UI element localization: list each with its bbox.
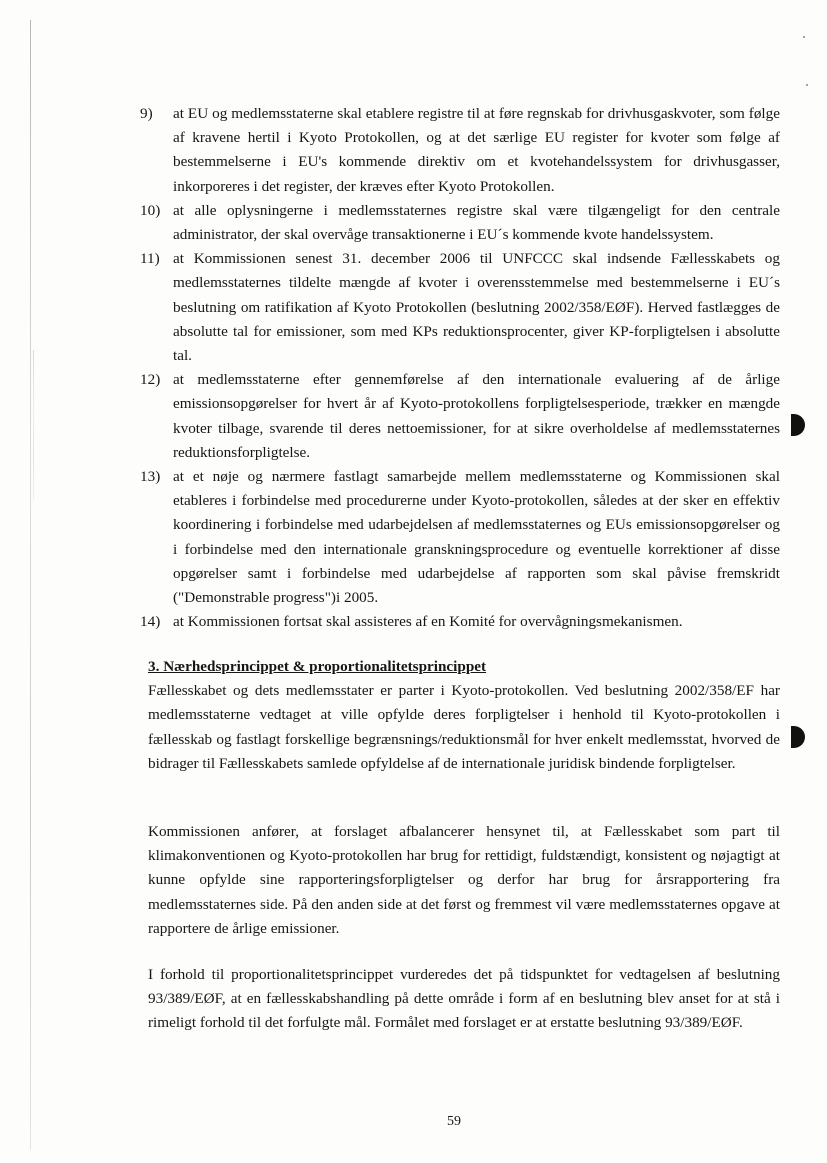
list-item-text: at et nøje og nærmere fastlagt samarbejde mellem medlemsstaterne og Kommissionen skal etableres i forbindelse med procedurerne under Kyoto-protokollen, således at der sker en effektiv koordinering i forbindelse med udarbejdelsen af medlemsstaternes og EUs emissionsopgørelser og i forbindelse med den internationale granskningsprocedure og eventuelle korrektioner af disse opgørelser samt i forbindelse med udarbejdelse af rapporten som skal påvise fremskridt ("Demonstrable progress")i 2005. <box>173 468 780 607</box>
list-item <box>140 610 780 634</box>
scan-speck <box>806 84 808 86</box>
list-item <box>140 199 780 247</box>
list-item-text: at EU og medlemsstaterne skal etablere registre til at føre regnskab for drivhusgaskvoter, som følge af kravene hertil i Kyoto Protokollen, og at det særlige EU register for kvoter som følge af bestemmelserne i EU's kommende direktiv om et kvotehandelssystem for drivhusgasser, inkorporeres i det register, der kræves efter Kyoto Protokollen. <box>173 105 780 195</box>
list-item-number: 11) <box>140 250 160 268</box>
paragraph: I forhold til proportionalitetsprincippet vurderedes det på tidspunktet for vedtagelsen af beslutning 93/389/EØF, at en fællesskabshandling på dette område i form af en beslutning blev anset for at stå i rimeligt forhold til det forfulgte mål. Formålet med forslaget er at erstatte beslutning 93/389/EØF. <box>148 966 780 1032</box>
list-item-number: 12) <box>140 371 161 389</box>
paragraph: Fællesskabet og dets medlemsstater er parter i Kyoto-protokollen. Ved beslutning 2002/358/EF har medlemsstaterne vedtaget at ville opfylde deres forpligtelser i henhold til Kyoto-protokollen i fællesskab og fastlagt forskellige begrænsnings/reduktionsmål for hver enkelt medlemsstat, hvorved de bidrager til Fællesskabets samlede opfyldelse af de internationale juridisk bindende forpligtelser. <box>148 682 780 772</box>
scan-edge-line <box>33 350 34 500</box>
section-paragraph-block <box>148 820 780 941</box>
section-paragraph-block <box>148 963 780 1036</box>
scan-speck <box>803 36 805 38</box>
scan-edge-line <box>30 20 31 1150</box>
list-item <box>140 368 780 465</box>
list-item <box>140 102 780 199</box>
list-item-text: at Kommissionen fortsat skal assisteres af en Komité for overvågningsmekanismen. <box>173 613 683 631</box>
list-item-number: 9) <box>140 105 153 122</box>
binder-hole-mark <box>791 414 805 436</box>
list-item-number: 14) <box>140 613 161 631</box>
section-heading: 3. Nærhedsprincippet & proportionalitetsprincippet <box>148 658 487 675</box>
numbered-list <box>140 102 780 634</box>
list-item-number: 10) <box>140 201 161 219</box>
page-number: 59 <box>447 1114 461 1129</box>
list-item-number: 13) <box>140 468 161 486</box>
list-item-text: at Kommissionen senest 31. december 2006 til UNFCCC skal indsende Fællesskabets og medlemsstaternes tildelte mængde af kvoter i overensstemmelse med bestemmelserne i EU´s beslutning om ratifikation af Kyoto Protokollen (beslutning 2002/358/EØF). Herved fastlægges de absolutte tal for emissioner, som med KPs reduktionsprocenter, giver KP-forpligtelsen i absolutte tal. <box>173 250 780 365</box>
list-item <box>140 247 780 368</box>
binder-hole-mark <box>791 726 805 748</box>
paragraph: Kommissionen anfører, at forslaget afbalancerer hensynet til, at Fællesskabet som part til klimakonventionen og Kyoto-protokollen har brug for rettidigt, fuldstændigt, konsistent og nøjagtigt at kunne opfylde sine rapporteringsforpligtelser og derfor har brug for årsrapportering fra medlemsstaternes side. På den anden side at det først og fremmest vil være medlemsstaternes opgave at rapportere de årlige emissioner. <box>148 823 780 937</box>
section-principles <box>148 655 780 776</box>
list-item <box>140 465 780 610</box>
list-item-text: at alle oplysningerne i medlemsstaternes registre skal være tilgængeligt for den centrale administrator, der skal overvåge transaktionerne i EU´s kommende kvote handelssystem. <box>173 201 780 244</box>
list-item-text: at medlemsstaterne efter gennemførelse af den internationale evaluering af de årlige emissionsopgørelser for hvert år af Kyoto-protokollens forpligtelsesperiode, trækker en mængde kvoter tilbage, svarende til deres nettoemissioner, for at sikre overholdelse af medlemsstaternes reduktionsforpligtelse. <box>173 371 780 461</box>
